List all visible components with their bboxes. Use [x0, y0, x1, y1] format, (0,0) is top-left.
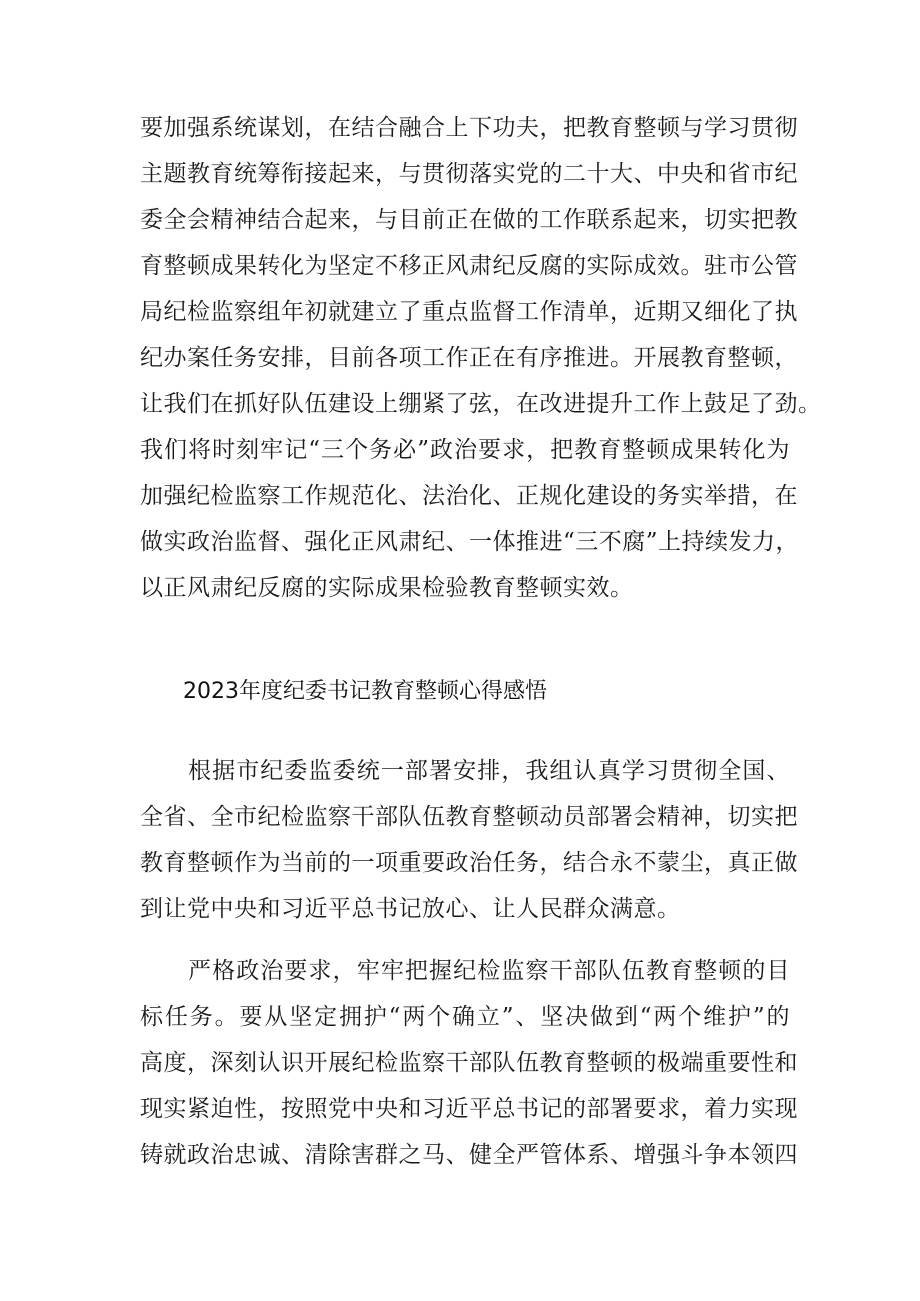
text-line: 做实政治监督、强化正风肃纪、一体推进“三不腐”上持续发力，	[140, 529, 800, 555]
text-line: 局纪检监察组年初就建立了重点监督工作清单，近期又细化了执	[140, 299, 798, 325]
text-line: 育整顿成果转化为坚定不移正风肃纪反腐的实际成效。驻市公管	[140, 253, 798, 279]
text-line: 纪办案任务安排，目前各项工作正在有序推进。开展教育整顿，	[140, 345, 798, 371]
text-line: 以正风肃纪反腐的实际成果检验教育整顿实效。	[140, 575, 634, 601]
text-line: 要加强系统谋划，在结合融合上下功夫，把教育整顿与学习贯彻	[140, 115, 798, 141]
text-line: 委全会精神结合起来，与目前正在做的工作联系起来，切实把教	[140, 207, 798, 233]
text-line: 高度，深刻认识开展纪检监察干部队伍教育整顿的极端重要性和	[140, 1050, 798, 1076]
text-line: 让我们在抓好队伍建设上绷紧了弦，在改进提升工作上鼓足了劲。	[140, 391, 822, 417]
text-line: 现实紧迫性，按照党中央和习近平总书记的部署要求，着力实现	[140, 1096, 798, 1122]
text-line: 严格政治要求，牢牢把握纪检监察干部队伍教育整顿的目	[188, 958, 790, 984]
text-line: 主题教育统筹衔接起来，与贯彻落实党的二十大、中央和省市纪	[140, 161, 798, 187]
text-line: 标任务。要从坚定拥护“两个确立”、坚决做到“两个维护”的	[140, 1004, 790, 1030]
text-line: 我们将时刻牢记“三个务必”政治要求，把教育整顿成果转化为	[140, 437, 790, 463]
text-line: 根据市纪委监委统一部署安排，我组认真学习贯彻全国、	[188, 758, 790, 784]
text-line: 全省、全市纪检监察干部队伍教育整顿动员部署会精神，切实把	[140, 804, 798, 830]
text-line: 教育整顿作为当前的一项重要政治任务，结合永不蒙尘，真正做	[140, 850, 798, 876]
section-heading: 2023年度纪委书记教育整顿心得感悟	[183, 679, 547, 704]
text-line: 加强纪检监察工作规范化、法治化、正规化建设的务实举措，在	[140, 483, 798, 509]
text-line: 铸就政治忠诚、清除害群之马、健全严管体系、增强斗争本领四	[140, 1142, 798, 1168]
text-line: 到让党中央和习近平总书记放心、让人民群众满意。	[140, 896, 681, 922]
